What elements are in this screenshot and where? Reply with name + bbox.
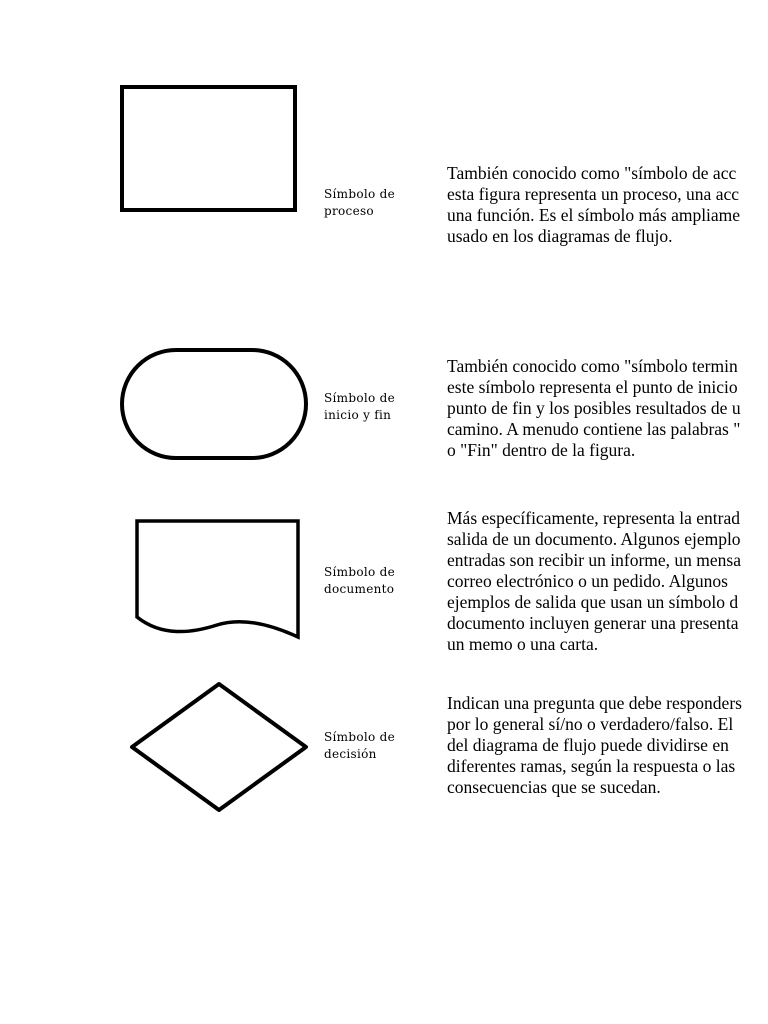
process-symbol-label: Símbolo de proceso xyxy=(324,187,396,218)
description-line: esta figura representa un proceso, una acc xyxy=(447,184,740,204)
description-line: También conocido como "símbolo de acc xyxy=(447,163,737,183)
description-line: También conocido como "símbolo termin xyxy=(447,356,738,376)
description-line: Indican una pregunta que debe responders xyxy=(447,693,742,713)
description-line: ejemplos de salida que usan un símbolo d xyxy=(447,592,739,612)
description-line: diferentes ramas, según la respuesta o las xyxy=(447,756,736,776)
description-line: documento incluyen generar una presenta xyxy=(447,613,739,633)
terminator-symbol-description xyxy=(447,356,768,461)
description-line: del diagrama de flujo puede dividirse en xyxy=(447,735,729,755)
description-line: una función. Es el símbolo más ampliame xyxy=(447,205,741,225)
decision-symbol-description xyxy=(447,693,768,798)
description-line: consecuencias que se sucedan. xyxy=(447,777,661,797)
description-line: usado en los diagramas de flujo. xyxy=(447,226,673,246)
description-line: punto de fin y los posibles resultados de u xyxy=(447,398,741,418)
document-symbol-shape xyxy=(132,517,304,645)
description-line: entradas son recibir un informe, un mensa xyxy=(447,550,742,570)
description-line: o "Fin" dentro de la figura. xyxy=(447,440,636,460)
decision-symbol-label: Símbolo de decisión xyxy=(324,730,396,761)
decision-symbol-shape xyxy=(124,680,314,814)
description-line: salida de un documento. Algunos ejemplo xyxy=(447,529,741,549)
process-symbol-description xyxy=(447,163,768,247)
terminator-symbol-shape xyxy=(118,346,310,462)
terminator-symbol-label: Símbolo de inicio y fin xyxy=(324,391,396,422)
description-line: camino. A menudo contiene las palabras " xyxy=(447,419,741,439)
description-line: correo electrónico o un pedido. Algunos xyxy=(447,571,728,591)
document-symbol-description xyxy=(447,508,768,655)
description-line: este símbolo representa el punto de inicio xyxy=(447,377,738,397)
description-line: por lo general sí/no o verdadero/falso. El xyxy=(447,714,734,734)
description-line: un memo o una carta. xyxy=(447,634,599,654)
document-symbol-label: Símbolo de documento xyxy=(324,565,396,596)
description-line: Más específicamente, representa la entrad xyxy=(447,508,740,528)
process-symbol-shape xyxy=(118,84,300,214)
